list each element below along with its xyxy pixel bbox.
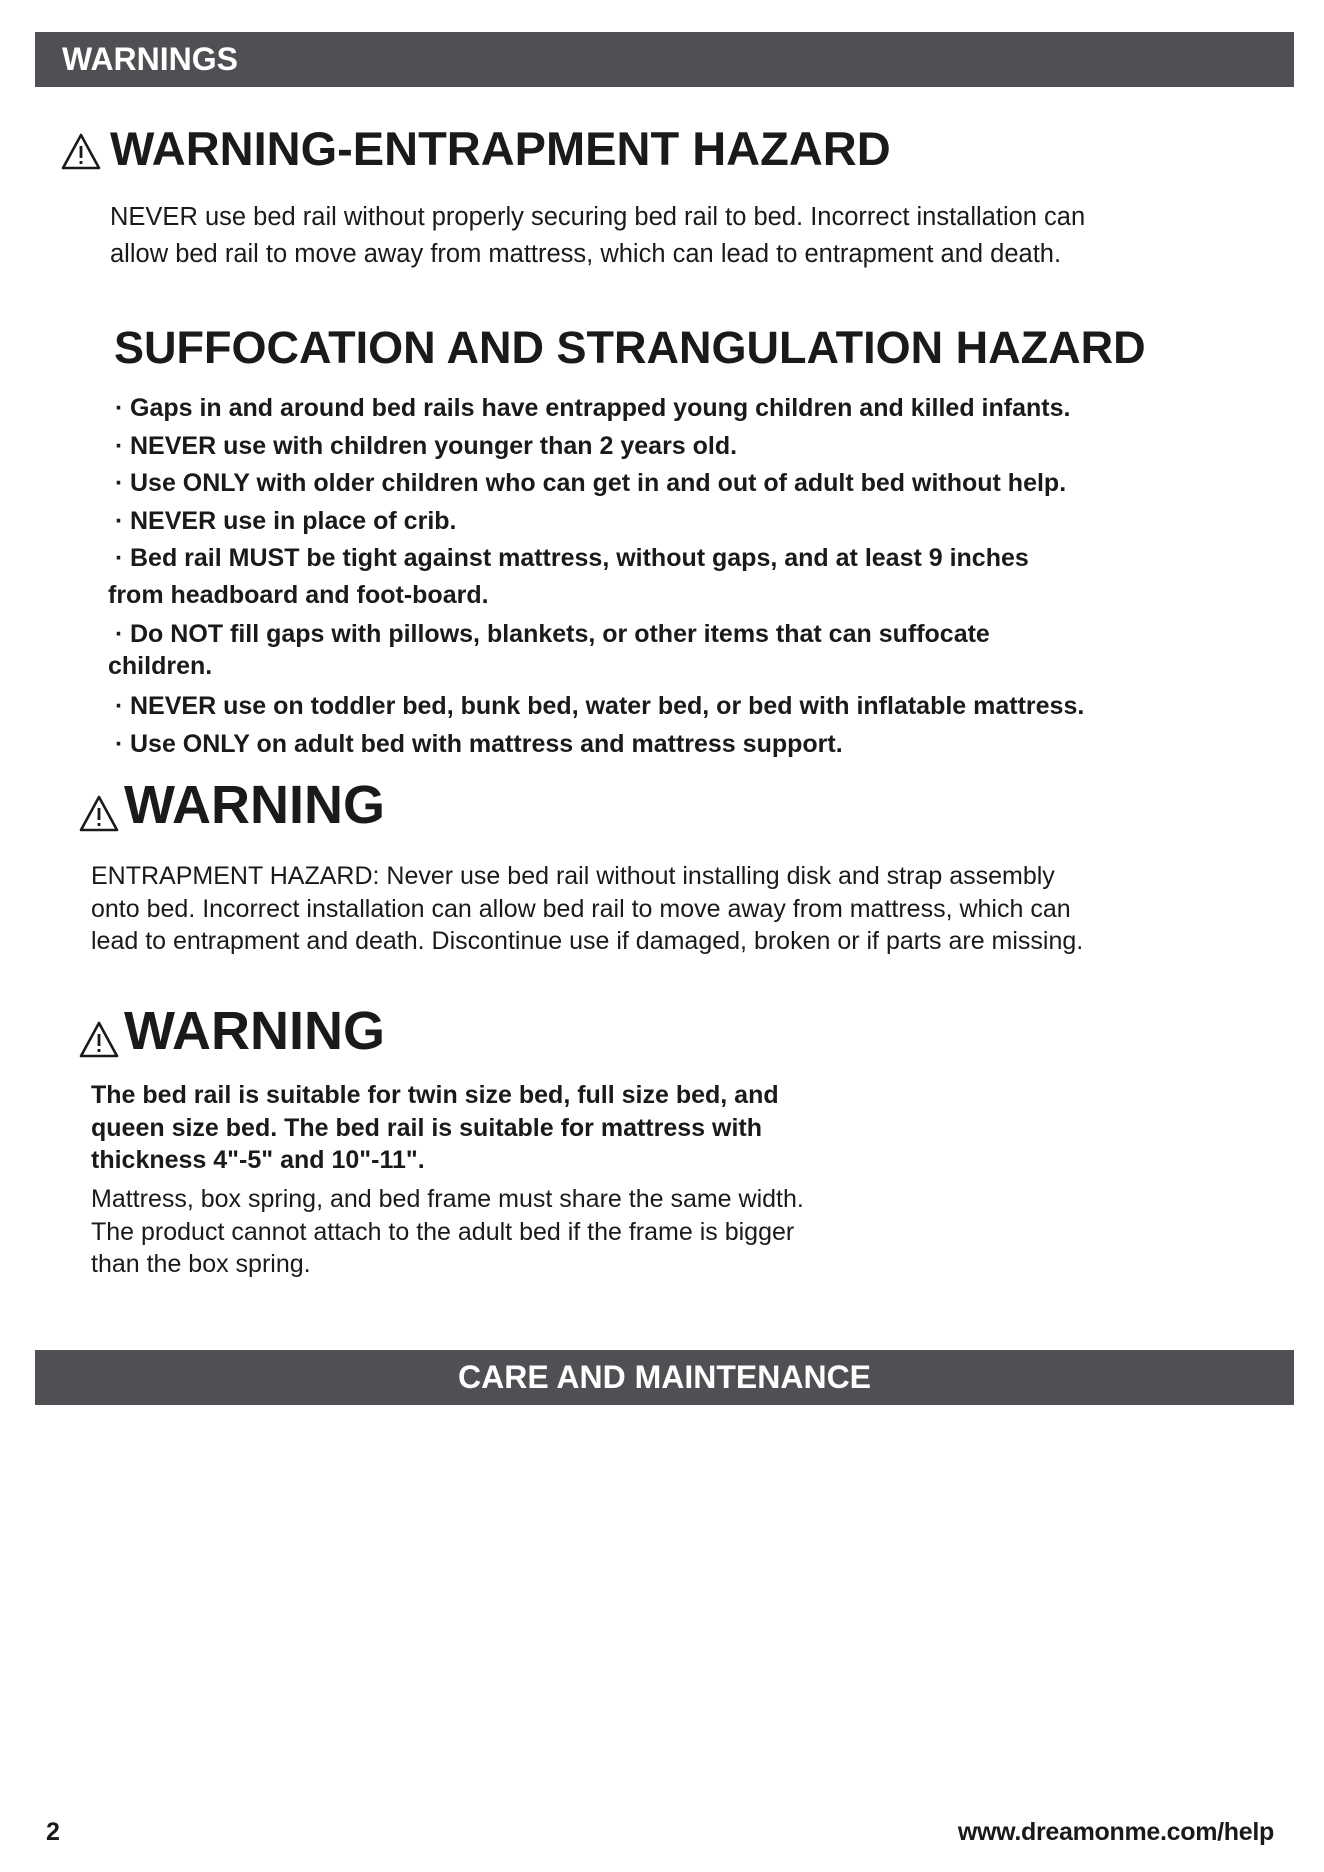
bullet-dot: · [115,431,124,460]
list-item-text: Gaps in and around bed rails have entrapped young children and killed infants. [130,394,1071,422]
warning-title: WARNING [124,775,385,835]
list-item [110,465,1084,503]
text-line: lead to entrapment and death. Discontinue use if damaged, broken or if parts are missing. [91,927,1084,955]
text-line: thickness 4"-5" and 10"-11". [91,1146,425,1174]
entrapment-heading [60,118,891,178]
entrapment-title: WARNING-ENTRAPMENT HAZARD [110,121,891,175]
bullet-dot: · [115,620,124,648]
text-line: queen size bed. The bed rail is suitable for mattress with [91,1113,762,1142]
section-header-care [35,1350,1294,1405]
text-line: onto bed. Incorrect installation can allow bed rail to move away from mattress, which can [91,894,1071,923]
section-header-warnings [35,32,1294,87]
warning-triangle-icon [78,1011,120,1051]
list-item-text: Use ONLY on adult bed with mattress and mattress support. [130,729,843,758]
text-line: allow bed rail to move away from mattress, which can lead to entrapment and death. [110,240,1062,268]
text-line: The product cannot attach to the adult bed if the frame is bigger [91,1217,795,1246]
bullet-dot: · [115,692,124,720]
list-item-text: children. [108,652,213,680]
warning-triangle-icon [60,128,102,168]
suffocation-title: SUFFOCATION AND STRANGULATION HAZARD [114,322,1146,373]
warning-title: WARNING [124,1001,385,1061]
bullet-dot: · [115,729,124,758]
suffocation-bullet-list [110,390,1084,763]
page-number: 2 [46,1818,60,1846]
text-line: than the box spring. [91,1250,311,1278]
footer-url: www.dreamonme.com/help [957,1818,1274,1846]
text-line: NEVER use bed rail without properly securing bed rail to bed. Incorrect installation can [110,203,1086,231]
list-item [110,390,1084,428]
warning-heading [78,1000,385,1062]
list-item [110,726,1084,764]
list-item [110,503,1084,541]
list-item-text: NEVER use with children younger than 2 years old. [130,431,738,460]
suffocation-heading [114,322,1146,374]
list-item-text: Use ONLY with older children who can get in and out of adult bed without help. [130,469,1067,497]
section-header-label: CARE AND MAINTENANCE [457,1359,872,1395]
list-item-text: Do NOT fill gaps with pillows, blankets, or other items that can suffocate [130,620,990,648]
entrapment-text [110,199,1085,273]
bullet-dot: · [115,506,124,535]
section-header-label: WARNINGS [62,41,238,77]
list-item [110,428,1084,466]
list-item-text: NEVER use on toddler bed, bunk bed, water bed, or bed with inflatable mattress. [130,692,1085,720]
warning-heading [78,774,385,836]
bullet-dot: · [115,544,124,572]
text-line: ENTRAPMENT HAZARD: Never use bed rail without installing disk and strap assembly [91,862,1055,890]
list-item [110,540,1084,614]
warning-bold-text [91,1079,779,1177]
bullet-dot: · [115,469,124,497]
list-item-text: NEVER use in place of crib. [130,506,457,535]
list-item [110,618,1084,682]
bullet-dot: · [115,394,124,422]
text-line: Mattress, box spring, and bed frame must share the same width. [91,1185,804,1213]
warning-text [91,860,1083,958]
list-item [110,688,1084,726]
list-item-text: Bed rail MUST be tight against mattress, without gaps, and at least 9 inches [130,544,1029,572]
text-line: The bed rail is suitable for twin size bed, full size bed, and [91,1081,779,1109]
warning-triangle-icon [78,785,120,825]
list-item-text: from headboard and foot-board. [108,581,489,609]
warning-text [91,1183,804,1281]
